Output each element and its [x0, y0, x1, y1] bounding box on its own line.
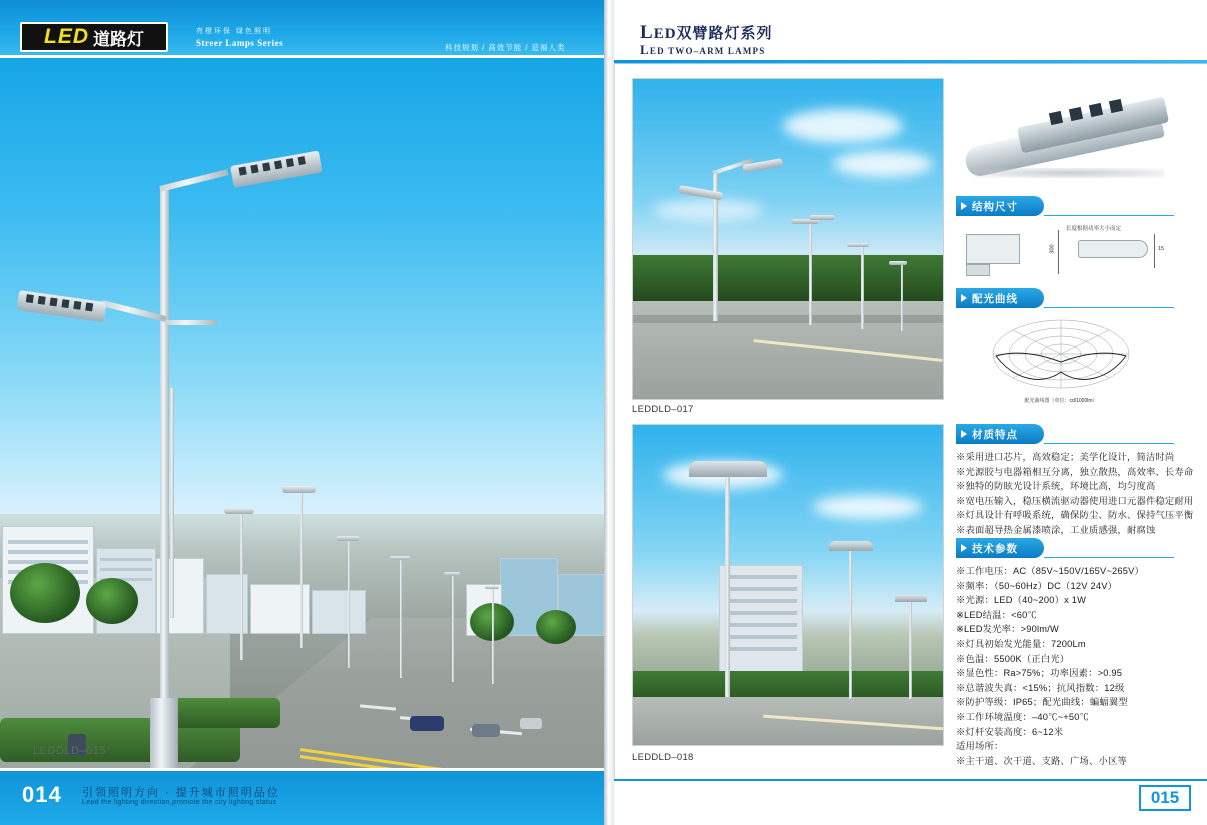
right-title-cn-initial: L	[640, 22, 654, 43]
list-item: ※灯具初始发光能量：7200Lm	[956, 638, 1086, 649]
photo-leddld-018	[632, 424, 944, 746]
material-tab-wing	[1044, 424, 1174, 444]
list-item: ※宽电压输入，稳压横流驱动器使用进口元器件稳定耐用	[956, 495, 1194, 506]
right-title-en-rest: ED TWO–ARM LAMPS	[649, 46, 766, 56]
book-spine	[604, 0, 614, 825]
tree	[10, 563, 80, 623]
list-item: ※灯杆安装高度：6~12米	[956, 726, 1064, 737]
curve-svg	[966, 310, 1156, 406]
title-rule-thin	[614, 63, 1207, 64]
list-item: ※表面超导热金属漆喷涂，工业质感强，耐腐蚀	[956, 524, 1156, 535]
street-lamp-head	[224, 508, 254, 514]
photo-leddld-017	[632, 78, 944, 400]
list-item: ※采用进口芯片，高效稳定；美学化设计，简洁时尚	[956, 452, 1175, 462]
product-render	[954, 72, 1192, 194]
page-number-right: 015	[1139, 785, 1191, 811]
list-item: ※显色性：Ra>75%；功率因素：>0.95	[956, 668, 1123, 679]
section-tab-structure	[956, 196, 1044, 216]
list-item: 适用场所：	[956, 741, 1004, 752]
street-lamp-head	[336, 536, 360, 541]
column-divider	[614, 63, 615, 781]
list-item: ※频率：（50~60Hz）DC（12V 24V）	[956, 580, 1118, 591]
list-item: ※LED结温：<60℃	[956, 609, 1038, 620]
list-item: ※LED发光率：>90lm/W	[956, 624, 1060, 635]
list-item: ※工作电压：AC（85V~150V/165V~265V）	[956, 566, 1145, 576]
right-page	[614, 0, 1207, 825]
photo-caption-018: LEDDLD–018	[632, 752, 694, 763]
list-item: ※主干道、次干道、支路、广场、小区等	[956, 755, 1127, 766]
header-tagline: 科技规划 / 高效节能 / 造福人类	[445, 43, 566, 52]
section-title-tech: 技术参数	[972, 542, 1018, 555]
street-lamp-head	[444, 572, 460, 576]
section-title-structure: 结构尺寸	[972, 200, 1018, 213]
section-tab-curve	[956, 288, 1044, 308]
left-street-photo	[0, 58, 604, 768]
list-item: ※防护等级：IP65；配光曲线：蝙蝠翼型	[956, 697, 1128, 708]
list-item: ※光源：LED（40~200）x 1W	[956, 595, 1087, 606]
list-item: ※总谐波失真：<15%；抗风指数：12级	[956, 682, 1125, 693]
street-lamp-pole	[400, 558, 402, 678]
header-cn-subtitle: 亮橙环保 绿色照明	[196, 28, 272, 35]
main-lamp-head-left	[17, 290, 107, 322]
main-lamp-pole	[160, 188, 169, 768]
street-lamp-pole	[300, 488, 303, 648]
street-lamp-pole	[452, 574, 454, 682]
main-lamp-arm-left	[101, 300, 166, 322]
lamp-base	[150, 698, 178, 768]
right-title-en-initial: L	[640, 42, 650, 57]
tree	[536, 610, 576, 644]
main-lamp-head-top	[230, 151, 322, 188]
right-title-en	[640, 42, 765, 58]
main-lamp-arm-right	[165, 320, 217, 325]
dimension-drawing	[958, 224, 1188, 282]
list-item: ※光源胶与电器箱相互分离，独立散热，高效率、长寿命	[956, 466, 1194, 477]
footer-slogan-en: Lead the lighting direction,promote the city lighting status	[82, 799, 277, 806]
logo-led-text: LED	[44, 25, 89, 48]
dimension-mark-15: 15	[1158, 246, 1165, 252]
street-lamp-head	[485, 586, 499, 589]
section-title-material: 材质特点	[972, 428, 1018, 441]
section-tab-material	[956, 424, 1044, 444]
bottom-rule	[614, 779, 1207, 781]
header-en-subtitle: Streer Lamps Series	[196, 38, 284, 48]
right-title-cn-rest: ED双臂路灯系列	[653, 26, 773, 42]
brand-logo	[20, 22, 168, 52]
street-lamp-head	[390, 556, 410, 560]
vehicle	[472, 724, 500, 737]
street-lamp-pole	[348, 538, 350, 668]
street-lamp-pole	[492, 588, 494, 684]
left-product-code: LEDDLD–015	[33, 745, 106, 757]
lamp-brace	[170, 388, 174, 618]
dimension-mark-300: 300	[1049, 244, 1056, 254]
light-distribution-curve	[966, 310, 1156, 406]
main-lamp-arm-upper	[159, 169, 228, 192]
page-number-left: 014	[22, 782, 62, 807]
left-header-band	[0, 0, 604, 58]
tree	[86, 578, 138, 624]
left-footer-band	[0, 768, 604, 825]
section-tab-tech	[956, 538, 1044, 558]
structure-tab-wing	[1044, 196, 1174, 216]
tech-points-list	[956, 564, 1204, 768]
material-points-list	[956, 450, 1204, 538]
logo-cn-text: 道路灯	[93, 29, 144, 49]
street-lamp-head	[282, 486, 316, 493]
street-lamp-pole	[240, 510, 243, 660]
footer-slogan-cn: 引领照明方向 · 提升城市照明品位	[82, 787, 280, 799]
vehicle	[520, 718, 542, 729]
list-item: ※独特的防眩光设计系统，环境比高，均匀度高	[956, 481, 1156, 492]
curve-tab-wing	[1044, 288, 1174, 308]
vehicle	[410, 716, 444, 731]
list-item: ※工作环境温度：–40℃~+50℃	[956, 711, 1090, 722]
list-item: ※色温：5500K（正白光）	[956, 653, 1070, 664]
section-title-curve: 配光曲线	[972, 292, 1018, 305]
dimension-note: 长度根据功率大小而定	[1066, 226, 1122, 232]
right-title-cn	[640, 22, 773, 44]
tech-tab-wing	[1044, 538, 1174, 558]
list-item: ※灯具设计有呼吸系统，确保防尘、防水、保持气压平衡	[956, 510, 1194, 521]
svg-text:配光曲线图（单位：cd/1000lm）: 配光曲线图（单位：cd/1000lm）	[1024, 398, 1098, 404]
photo-caption-017: LEDDLD–017	[632, 404, 694, 415]
